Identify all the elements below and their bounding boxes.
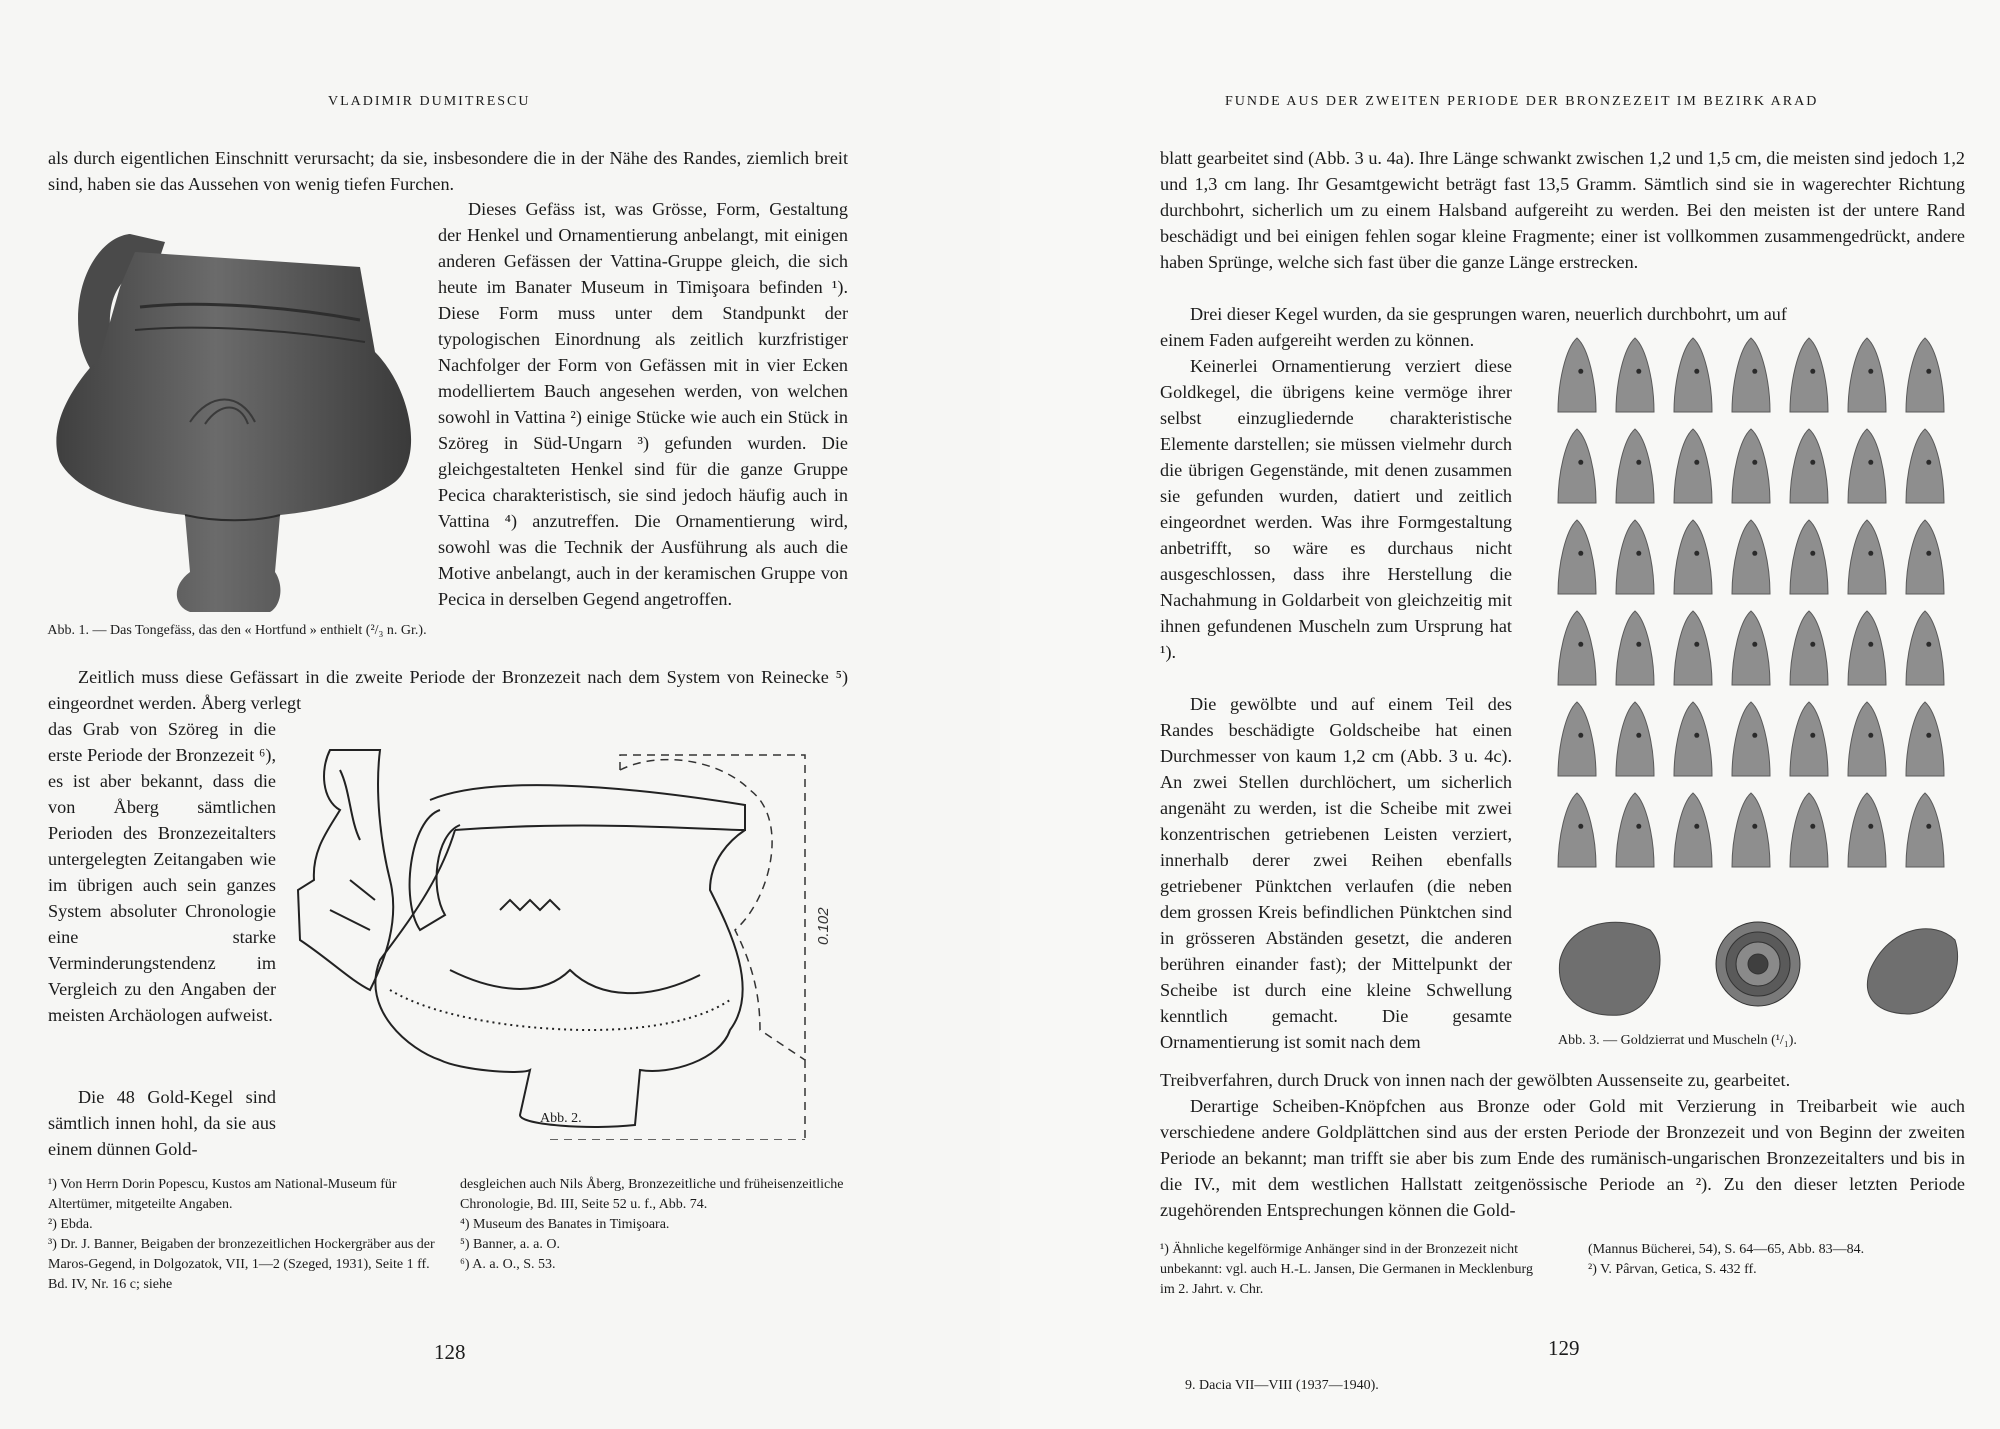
cone-hole <box>1752 824 1757 829</box>
body-paragraph: Keinerlei Ornamentierung verziert diese Goldkegel, die übrigens keine vermöge ihrer selbst einzugliedernde charakteristische Elemente darstellen; sie müssen vielmehr durch die übrigen Gegenstände, mit denen zusammen sie gefunden wurden, datiert und zeitlich eingeordnet werden. Was ihre Formgestaltung anbetrifft, so wäre es durchaus nicht ausgeschlossen, dass ihre Herstellung die Nachahmung in Goldarbeit von gleichzeitig mit ihnen gefundenen Muscheln zum Ursprung hat ¹). <box>1160 356 1512 662</box>
gold-cone <box>1790 702 1828 776</box>
cone-hole <box>1810 369 1815 374</box>
cone-hole <box>1926 733 1931 738</box>
gold-cone <box>1906 429 1944 503</box>
signature-line: 9. Dacia VII—VIII (1937—1940). <box>1185 1378 1379 1393</box>
gold-cone <box>1906 338 1944 412</box>
body-paragraph: Treibverfahren, durch Druck von innen nach der gewölbten Aussenseite zu, gearbeitet. <box>1160 1070 1791 1090</box>
gold-cone <box>1732 429 1770 503</box>
cone-hole <box>1694 460 1699 465</box>
body-paragraph: blatt gearbeitet sind (Abb. 3 u. 4a). Ihre Länge schwankt zwischen 1,2 und 1,5 cm, die meisten sind jedoch 1,2 und 1,3 cm lang. Ihr Gesamtgewicht beträgt fast 13,5 Gramm. Sämtlich sind sie in wagerechter Richtung durchbohrt, sicherlich um zu einem Halsband aufgereiht zu werden. Bei den meisten ist der untere Rand beschädigt und bei einigen fehlen sogar kleine Fragmente; einer ist vollkommen zusammengedrückt, andere haben Sprünge, welche sich fast über die ganze Länge erstrecken. <box>1160 148 1965 272</box>
gold-cone <box>1732 611 1770 685</box>
cone-hole <box>1810 460 1815 465</box>
gold-cone <box>1558 338 1596 412</box>
gold-cone <box>1906 611 1944 685</box>
gold-cone <box>1674 429 1712 503</box>
gold-cone <box>1848 520 1886 594</box>
gold-cone <box>1616 520 1654 594</box>
cone-hole <box>1868 369 1873 374</box>
gold-cone <box>1616 338 1654 412</box>
gold-cone <box>1790 611 1828 685</box>
cone-hole <box>1578 642 1583 647</box>
gold-cone <box>1790 793 1828 867</box>
footnote: ¹) Ähnliche kegelförmige Anhänger sind in der Bronzezeit nicht unbekannt: vgl. auch H.-L. Jansen, Die Germanen in Mecklenburg im 2. Jahrt. v. Chr. <box>1160 1242 1533 1297</box>
footnote: ³) Dr. J. Banner, Beigaben der bronzezeitlichen Hockergräber aus der Maros-Gegend, in Dolgozatok, VII, 1—2 (Szeged, 1931), Seite 1 ff. Bd. IV, Nr. 16 c; siehe <box>48 1237 435 1292</box>
gold-cone <box>1732 338 1770 412</box>
gold-cone <box>1558 520 1596 594</box>
gold-cone <box>1616 793 1654 867</box>
cone-hole <box>1926 551 1931 556</box>
body-paragraph: einem Faden aufgereiht werden zu können. <box>1160 330 1475 350</box>
cone-hole <box>1636 824 1641 829</box>
gold-cone <box>1848 611 1886 685</box>
gold-cone <box>1906 520 1944 594</box>
gold-cone <box>1848 702 1886 776</box>
figure-2-caption: Abb. 2. <box>540 1111 582 1126</box>
figure-3-gold-cones-photo <box>1540 330 1965 1020</box>
gold-cone <box>1674 520 1712 594</box>
cone-hole <box>1868 642 1873 647</box>
cone-hole <box>1578 551 1583 556</box>
body-paragraph: Drei dieser Kegel wurden, da sie gesprungen waren, neuerlich durchbohrt, um auf <box>1190 304 1787 324</box>
gold-cone <box>1790 520 1828 594</box>
cone-hole <box>1694 642 1699 647</box>
cone-hole <box>1810 551 1815 556</box>
right-page <box>1000 0 2000 1429</box>
cone-hole <box>1636 460 1641 465</box>
footnote: ²) V. Pârvan, Getica, S. 432 ff. <box>1588 1262 1757 1277</box>
gold-cone <box>1674 338 1712 412</box>
figure-3-caption: Abb. 3. — Goldzierrat und Muscheln (¹/₁). <box>1558 1033 1797 1048</box>
running-header: VLADIMIR DUMITRESCU <box>328 94 531 109</box>
cone-hole <box>1636 551 1641 556</box>
gold-cone <box>1674 611 1712 685</box>
cone-hole <box>1636 733 1641 738</box>
cone-hole <box>1694 824 1699 829</box>
cone-hole <box>1578 824 1583 829</box>
footnote: ⁵) Banner, a. a. O. <box>460 1237 560 1252</box>
footnotes-right-column <box>1588 1240 1966 1280</box>
body-paragraph: als durch eigentlichen Einschnitt verursacht; da sie, insbesondere die in der Nähe des Randes, ziemlich breit sind, haben sie das Aussehen von wenig tiefen Furchen. <box>48 148 848 194</box>
footnotes-left-column <box>1160 1240 1545 1300</box>
cone-hole <box>1926 642 1931 647</box>
gold-cone <box>1558 611 1596 685</box>
gold-cone <box>1790 338 1828 412</box>
cone-hole <box>1810 824 1815 829</box>
gold-cone <box>1674 793 1712 867</box>
cone-hole <box>1578 460 1583 465</box>
page-number: 129 <box>1548 1336 1580 1360</box>
gold-cone <box>1848 793 1886 867</box>
footnote: ²) Ebda. <box>48 1217 93 1232</box>
body-paragraph: das Grab von Szöreg in die erste Periode der Bronzezeit ⁶), es ist aber bekannt, dass die von Åberg sämtlichen Perioden des Bronzezeitalters untergelegten Zeitangaben wie im übrigen auch sein ganzes System absoluter Chronologie eine starke Verminderungstendenz im Vergleich zu den Angaben der meisten Archäologen aufweist. <box>48 719 276 1025</box>
running-header: FUNDE AUS DER ZWEITEN PERIODE DER BRONZEZEIT IM BEZIRK ARAD <box>1225 94 1819 109</box>
gold-cone <box>1732 702 1770 776</box>
gold-cone <box>1906 793 1944 867</box>
cone-hole <box>1810 733 1815 738</box>
body-paragraph: Zeitlich muss diese Gefässart in die zweite Periode der Bronzezeit nach dem System von Reinecke ⁵) eingeordnet werden. Åberg verlegt <box>48 667 848 713</box>
cone-hole <box>1926 369 1931 374</box>
cone-hole <box>1752 733 1757 738</box>
footnote: (Mannus Bücherei, 54), S. 64—65, Abb. 83—84. <box>1588 1242 1865 1257</box>
gold-cone <box>1616 429 1654 503</box>
gold-cone <box>1732 793 1770 867</box>
gold-cone <box>1558 793 1596 867</box>
body-paragraph: Dieses Gefäss ist, was Grösse, Form, Gestaltung der Henkel und Ornamentierung anbelangt, mit einigen anderen Gefässen der Vattina-Gruppe gleich, die sich heute im Banater Museum in Timişoara befinden ¹). Diese Form muss unter dem Standpunkt der typologischen Einordnung als zeitlich kurzfristiger Nachfolger der Form von Gefässen mit in vier Ecken modelliertem Bauch angesehen werden, von welchen sowohl in Vattina ²) einige Stücke wie auch ein Stück in Szöreg in Süd-Ungarn ³) gefunden wurden. Die gleichgestalteten Henkel sind für die ganze Gruppe Pecica charakteristisch, sie sind jedoch häufig auch in Vattina ⁴) anzutreffen. Die Ornamentierung wird, sowohl was die Technik der Ausführung als auch die Motive anbelangt, auch in der keramischen Gruppe von Pecica in derselben Gegend angetroffen. <box>438 199 848 609</box>
gold-cone <box>1558 702 1596 776</box>
cone-hole <box>1752 642 1757 647</box>
figure-1-caption: Abb. 1. — Das Tongefäss, das den « Hortfund » enthielt (²/₃ n. Gr.). <box>47 623 427 638</box>
gold-cone <box>1790 429 1828 503</box>
gold-cone <box>1906 702 1944 776</box>
shell-right <box>1867 929 1957 1014</box>
gold-cone <box>1616 611 1654 685</box>
cone-hole <box>1578 733 1583 738</box>
body-paragraph: Die gewölbte und auf einem Teil des Randes beschädigte Goldscheibe hat einen Durchmesser von kaum 1,2 cm (Abb. 3 u. 4c). An zwei Stellen durchlöchert, um sicherlich angenäht zu werden, ist die Scheibe mit zwei konzentrischen getriebenen Leisten verziert, innerhalb derer zwei Reihen ebenfalls getriebener Pünktchen verlaufen (die neben dem grossen Kreis befindlichen Pünktchen sind in grösseren Abständen gesetzt, die anderen berühren einander fast); der Mittelpunkt der Scheibe ist durch eine kleine Schwellung kenntlich gemacht. Die gesamte Ornamentierung ist somit nach dem <box>1160 694 1512 1052</box>
scale-annotation: 0.102 <box>815 907 832 945</box>
cone-hole <box>1752 551 1757 556</box>
cone-hole <box>1926 460 1931 465</box>
cone-hole <box>1694 551 1699 556</box>
figure-1-vessel-photo <box>40 212 420 617</box>
gold-cone <box>1616 702 1654 776</box>
cone-hole <box>1810 642 1815 647</box>
gold-cone <box>1674 702 1712 776</box>
cone-hole <box>1868 460 1873 465</box>
footnote: ⁴) Museum des Banates in Timişoara. <box>460 1217 670 1232</box>
cone-hole <box>1636 642 1641 647</box>
cone-hole <box>1636 369 1641 374</box>
cone-hole <box>1578 369 1583 374</box>
page-number: 128 <box>434 1340 466 1364</box>
footnote: desgleichen auch Nils Åberg, Bronzezeitliche und früheisenzeitliche Chronologie, Bd. III, Seite 52 u. f., Abb. 74. <box>460 1177 844 1212</box>
cone-hole <box>1868 824 1873 829</box>
cone-hole <box>1868 551 1873 556</box>
footnotes-left-column <box>48 1175 438 1295</box>
cone-hole <box>1752 369 1757 374</box>
gold-disc <box>1716 922 1800 1006</box>
cone-hole <box>1868 733 1873 738</box>
gold-cone <box>1558 429 1596 503</box>
shell-left <box>1559 922 1660 1015</box>
cone-hole <box>1926 824 1931 829</box>
cone-hole <box>1694 369 1699 374</box>
cone-hole <box>1694 733 1699 738</box>
gold-cone <box>1732 520 1770 594</box>
gold-cone <box>1848 338 1886 412</box>
body-paragraph: Derartige Scheiben-Knöpfchen aus Bronze oder Gold mit Verzierung in Treibarbeit wie auch verschiedene andere Goldplättchen sind aus der ersten Periode der Bronzezeit und von Beginn der zweiten Periode an bekannt; man trifft sie aber bis zum Ende des rumänisch-ungarischen Bronzezeitalters und bis in die IV., mit dem westlichen Hallstatt zeitgenössische Periode an ²). Zu den dieser letzten Periode zugehörenden Entsprechungen können die Gold- <box>1160 1096 1965 1220</box>
footnote: ¹) Von Herrn Dorin Popescu, Kustos am National-Museum für Altertümer, mitgeteilte Angaben. <box>48 1177 397 1212</box>
cone-hole <box>1752 460 1757 465</box>
footnote: ⁶) A. a. O., S. 53. <box>460 1257 556 1272</box>
body-paragraph: Die 48 Gold-Kegel sind sämtlich innen hohl, da sie aus einem dünnen Gold- <box>48 1087 276 1159</box>
figure-2-vessel-drawing <box>290 730 850 1140</box>
gold-cone <box>1848 429 1886 503</box>
footnotes-right-column <box>460 1175 850 1275</box>
